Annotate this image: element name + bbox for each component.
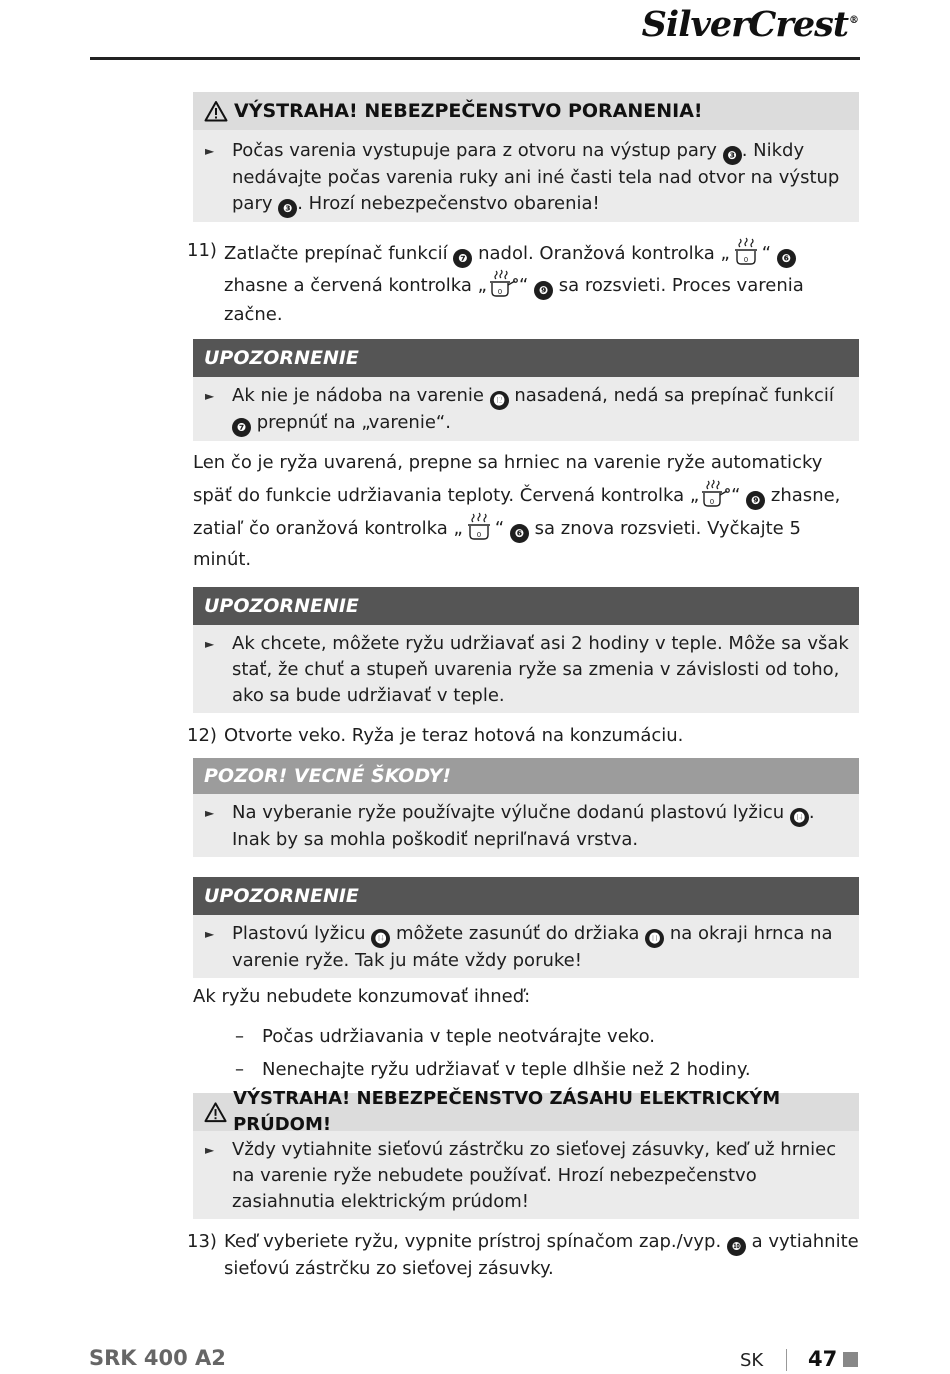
ref-number: ⓮ <box>371 929 390 948</box>
text-run: nasadená, nedá sa prepínač funkcií <box>508 385 834 406</box>
warning-title <box>193 92 859 130</box>
footer-language: SK <box>740 1350 764 1371</box>
caution-title: POZOR! VECNÉ ŠKODY! <box>193 758 859 794</box>
footer-model: SRK 400 A2 <box>89 1346 226 1370</box>
step-text: Otvorte veko. Ryža je teraz hotová na konzumáciu. <box>224 725 684 746</box>
ref-number: ❾ <box>534 281 553 300</box>
pot-keep-warm-icon <box>730 236 762 268</box>
bullet-arrow-icon: ► <box>205 637 215 651</box>
bullet-item <box>203 383 849 437</box>
text-run: Na vyberanie ryže používajte výlučne dodanú plastovú lyžicu <box>232 802 790 823</box>
step-11 <box>187 236 859 329</box>
dash-item-text: Počas udržiavania v teple neotvárajte veko. <box>262 1026 655 1047</box>
note-body <box>193 915 859 978</box>
ref-number: ⓬ <box>490 391 509 410</box>
note-title: UPOZORNENIE <box>193 339 859 377</box>
warning-triangle-icon <box>204 1101 227 1123</box>
paragraph-keep-warm <box>193 447 859 575</box>
note-title: UPOZORNENIE <box>193 877 859 915</box>
text-run: “ <box>518 275 534 296</box>
text-run: Len čo je ryža uvarená, prepne sa hrniec na varenie ryže automaticky späť do funkcie udržiavania teploty. Červená kontrolka „ <box>193 452 823 506</box>
bullet-item <box>203 800 849 853</box>
text-run: . <box>808 802 815 823</box>
note-title: UPOZORNENIE <box>193 587 859 625</box>
text-run: a vytiahnite sieťovú zástrčku zo sieťovej zásuvky. <box>224 1231 859 1279</box>
bullet-text <box>232 383 849 437</box>
bullet-text <box>232 921 849 974</box>
ref-number: ⓫ <box>645 929 664 948</box>
warning-box-electric <box>193 1088 859 1219</box>
text-run: sa rozsvieti. Proces varenia začne. <box>224 275 804 325</box>
ref-number: ❻ <box>777 249 796 268</box>
step-number: 13) <box>187 1231 217 1252</box>
bullet-item <box>203 1137 849 1215</box>
page-content <box>187 92 859 1282</box>
bullet-arrow-icon: ► <box>205 389 215 403</box>
header-rule <box>90 57 860 60</box>
text-run: Inak by sa mohla poškodiť nepriľnavá vrstva. <box>232 829 639 850</box>
step-13 <box>187 1229 859 1282</box>
ref-number: ❸ <box>278 199 297 218</box>
warning-body <box>193 1131 859 1219</box>
text-run: . Hrozí nebezpečenstvo obarenia! <box>297 193 600 214</box>
bullet-arrow-icon: ► <box>205 1143 215 1157</box>
step-text <box>224 1229 859 1282</box>
text-run: na okraji hrnca na varenie ryže. Tak ju máte vždy poruke! <box>232 923 833 971</box>
step-number: 11) <box>187 240 217 261</box>
bullet-arrow-icon: ► <box>205 806 215 820</box>
note-box-3 <box>193 877 859 978</box>
text-run: Počas varenia vystupuje para z otvoru na výstup pary <box>232 140 723 161</box>
warning-body <box>193 130 859 222</box>
bullet-text: Ak chcete, môžete ryžu udržiavať asi 2 hodiny v teple. Môže sa však stať, že chuť a stupeň uvarenia ryže sa zmenia v závislosti od toho, ako sa bude udržiavať v teple. <box>232 633 849 706</box>
text-run: Zatlačte prepínač funkcií <box>224 243 454 264</box>
pot-cooking-icon <box>487 268 519 300</box>
step-number: 12) <box>187 725 217 746</box>
bullet-text: Vždy vytiahnite sieťovú zástrčku zo sieťovej zásuvky, keď už hrniec na varenie ryže nebudete používať. Hrozí nebezpečenstvo zasiahnutia elektrickým prúdom! <box>232 1139 837 1212</box>
ref-number: ⓮ <box>790 808 809 827</box>
text-run: “ <box>494 518 510 539</box>
warning-title-text: VÝSTRAHA! NEBEZPEČENSTVO PORANENIA! <box>234 100 703 122</box>
ref-number: ❻ <box>510 524 529 543</box>
ref-number: ❼ <box>232 418 251 437</box>
text-run: zhasne a červená kontrolka „ <box>224 275 487 296</box>
dash-marker: – <box>235 1059 244 1080</box>
pot-cooking-icon <box>699 478 731 510</box>
ref-number: ❿ <box>727 1237 746 1256</box>
caution-box <box>193 758 859 857</box>
text-run: “ <box>731 485 747 506</box>
text-run: sa znova rozsvieti. Vyčkajte 5 minút. <box>193 518 801 570</box>
bullet-item <box>203 921 849 974</box>
pot-keep-warm-icon <box>463 511 495 543</box>
text-run: Ak nie je nádoba na varenie <box>232 385 490 406</box>
page-marker-square-icon <box>843 1352 858 1367</box>
brand-logo <box>642 4 858 45</box>
bullet-text <box>232 800 849 853</box>
note-body <box>193 377 859 441</box>
text-run: zhasne, zatiaľ čo oranžová kontrolka „ <box>193 485 841 539</box>
brand-name: SilverCrest <box>641 4 848 45</box>
ref-number: ❸ <box>723 146 742 165</box>
dash-marker: – <box>235 1026 244 1047</box>
caution-body <box>193 794 859 857</box>
bullet-arrow-icon: ► <box>205 927 215 941</box>
warning-box-injury <box>193 92 859 222</box>
step-text <box>224 236 859 329</box>
dash-list-item <box>193 1024 859 1050</box>
text-run: nadol. Oranžová kontrolka „ <box>472 243 730 264</box>
footer-separator <box>786 1349 787 1371</box>
text-run: Plastovú lyžicu <box>232 923 372 944</box>
step-12 <box>187 723 859 749</box>
warning-title <box>193 1088 859 1135</box>
ref-number: ❾ <box>746 491 765 510</box>
text-run: prepnúť na „varenie“. <box>251 412 451 433</box>
note-box-2 <box>193 587 859 713</box>
note-box-1 <box>193 339 859 441</box>
note-body <box>193 625 859 713</box>
warning-triangle-icon <box>204 100 228 122</box>
page-number: 47 <box>808 1347 838 1371</box>
bullet-item <box>203 138 849 218</box>
paragraph-not-eating: Ak ryžu nebudete konzumovať ihneď: <box>193 986 531 1007</box>
text-run: . Nikdy nedávajte počas varenia ruky ani iné časti tela nad otvor na výstup pary <box>232 140 840 214</box>
text-run: “ <box>761 243 777 264</box>
warning-title-text: VÝSTRAHA! NEBEZPEČENSTVO ZÁSAHU ELEKTRICKÝM PRÚDOM! <box>233 1088 781 1135</box>
dash-list-item <box>193 1057 859 1083</box>
ref-number: ❼ <box>453 249 472 268</box>
bullet-arrow-icon: ► <box>205 144 215 158</box>
bullet-text <box>232 138 849 218</box>
dash-item-text: Nenechajte ryžu udržiavať v teple dlhšie než 2 hodiny. <box>262 1059 751 1080</box>
text-run: Keď vyberiete ryžu, vypnite prístroj spínačom zap./vyp. <box>224 1231 727 1252</box>
registered-mark: ® <box>849 15 858 27</box>
bullet-item <box>203 631 849 709</box>
text-run: môžete zasunúť do držiaka <box>390 923 646 944</box>
